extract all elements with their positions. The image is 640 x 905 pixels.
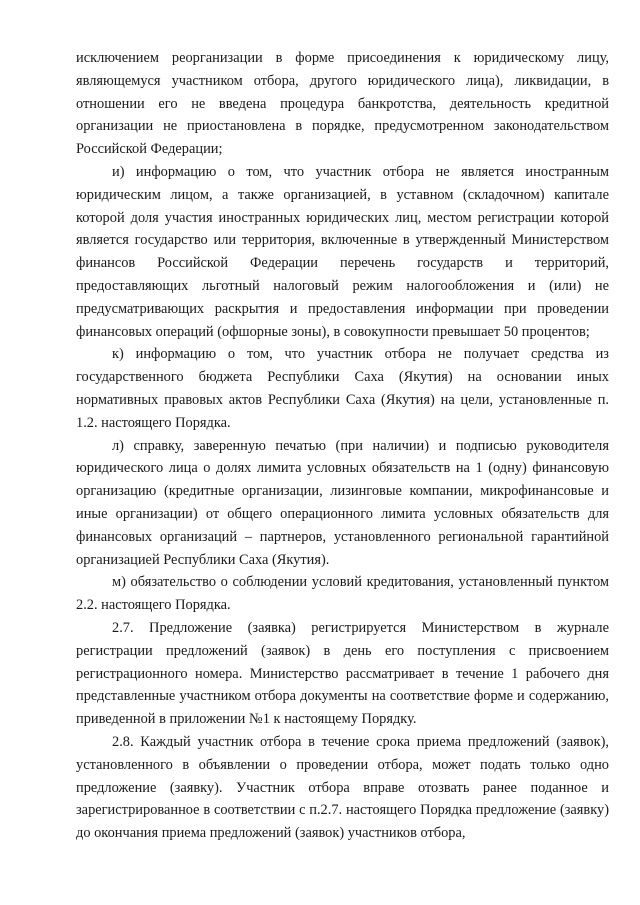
paragraph-item-i: и) информацию о том, что участник отбора не является иностранным юридическим лицом, а также организацией, в уставном (складочном) капитале которой доля участия иностранных юридических лиц, местом регистрации которой является государство или территория, включенные в утвержденный Министерством финансов Российской Федерации перечень государств и территорий, предоставляющих льготный налоговый режим налогообложения и (или) не предусматривающих раскрытия и предоставления информации при проведении финансовых операций (офшорные зоны), в совокупности превышает 50 процентов; (76, 163, 609, 340)
paragraph-section-2-8: 2.8. Каждый участник отбора в течение срока приема предложений (заявок), установленного в объявлении о проведении отбора, может подать только одно предложение (заявку). Участник отбора вправе отозвать ранее поданное и зарегистрированное в соответствии с п.2.7. настоящего Порядка предложение (заявку) до окончания приема предложений (заявок) участников отбора, (76, 733, 609, 842)
paragraph-continuation: исключением реорганизации в форме присоединения к юридическому лицу, являющемуся участником отбора, другого юридического лица), ликвидации, в отношении его не введена процедура банкротства, деятельность кредитной организации не приостановлена в порядке, предусмотренном законодательством Российской Федерации; (76, 50, 609, 158)
document-body (76, 47, 609, 845)
paragraph-item-k: к) информацию о том, что участник отбора не получает средства из государственного бюджета Республики Саха (Якутия) на основании иных нормативных правовых актов Республики Саха (Якутия) на цели, установленные п. 1.2. настоящего Порядка. (76, 346, 609, 431)
paragraph-item-l: л) справку, заверенную печатью (при наличии) и подписью руководителя юридического лица о долях лимита условных обязательств на 1 (одну) финансовую организацию (кредитные организации, лизинговые компании, микрофинансовые и иные организации) от общего операционного лимита условных обязательств для финансовых организаций – партнеров, установленного региональной гарантийной организацией Республики Саха (Якутия). (76, 437, 609, 568)
paragraph-section-2-7: 2.7. Предложение (заявка) регистрируется Министерством в журнале регистрации предложений (заявок) в день его поступления с присвоением регистрационного номера. Министерство рассматривает в течение 1 рабочего дня представленные участником отбора документы на соответствие форме и содержанию, приведенной в приложении №1 к настоящему Порядку. (76, 619, 609, 728)
paragraph-item-m: м) обязательство о соблюдении условий кредитования, установленный пунктом 2.2. настоящего Порядка. (76, 574, 609, 614)
